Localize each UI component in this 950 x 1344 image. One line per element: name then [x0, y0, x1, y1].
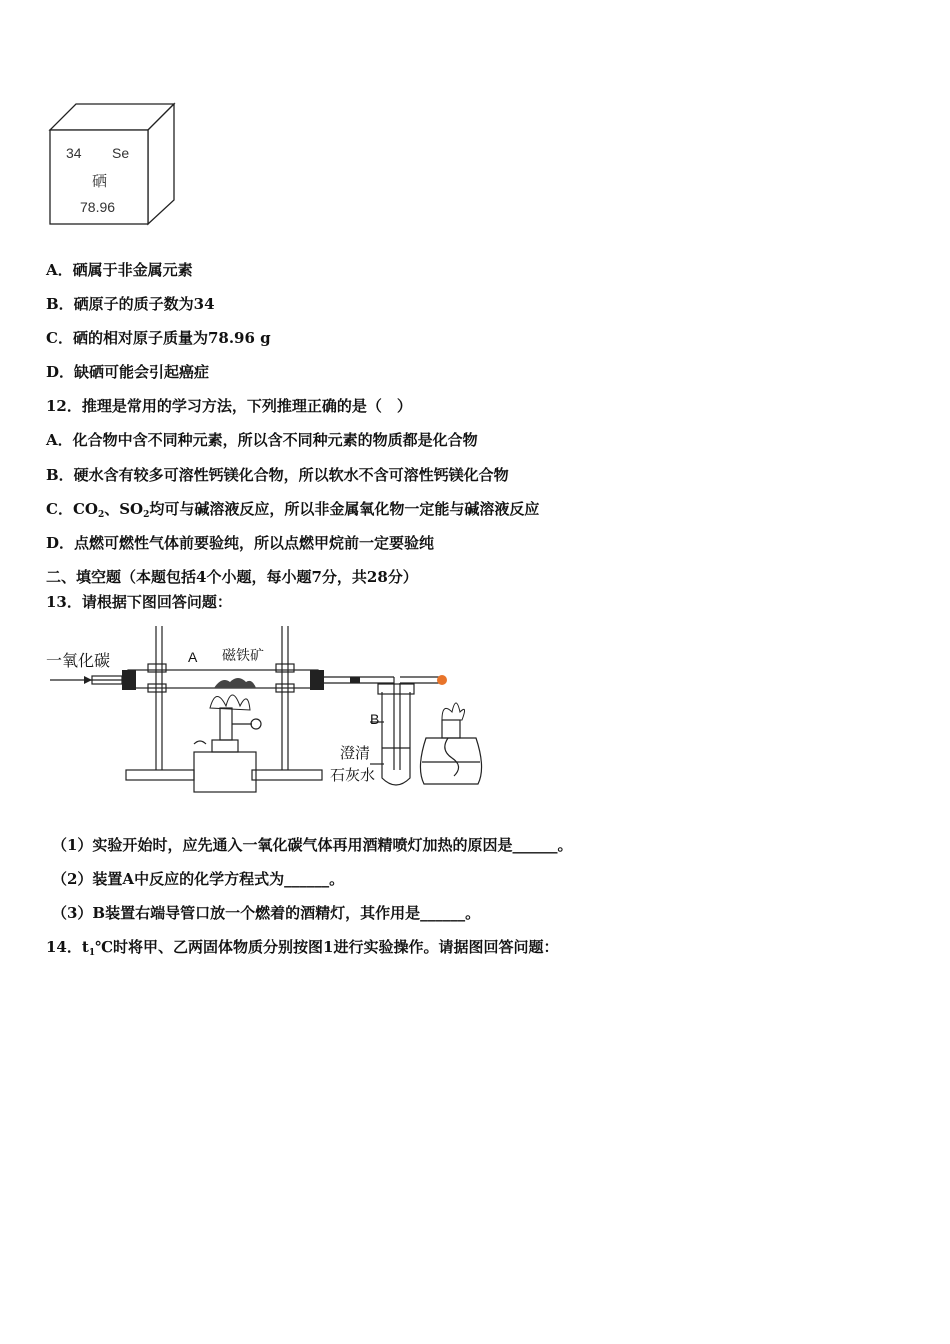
- section-heading: 二、填空题（本题包括4个小题，每小题7分，共28分）: [46, 568, 418, 586]
- q13-stem: 13．请根据下图回答问题：: [46, 593, 232, 611]
- selenium-element-card: [46, 100, 178, 230]
- co-reduction-apparatus-figure: [44, 620, 484, 800]
- q12-option-d: D．点燃可燃性气体前要验纯，所以点燃甲烷前一定要验纯: [46, 534, 435, 552]
- label-limewater-line2: 石灰水: [330, 766, 376, 784]
- atomic-number: 34: [66, 145, 82, 161]
- q11-option-d: D．缺硒可能会引起癌症: [46, 363, 210, 381]
- q13-sub-1: （1）实验开始时，应先通入一氧化碳气体再用酒精喷灯加热的原因是______。: [52, 836, 573, 854]
- q11-option-c: C．硒的相对原子质量为78.96 g: [46, 329, 271, 347]
- label-limewater-line1: 澄清: [340, 744, 371, 762]
- label-b: B: [370, 711, 380, 727]
- q11-option-b: B．硒原子的质子数为34: [46, 295, 215, 313]
- q12-option-c: C．$CO_2$、$SO_2$均可与碱溶液反应，所以非金属氧化物一定能与碱溶液反应: [46, 500, 540, 520]
- element-symbol: Se: [112, 145, 130, 161]
- q12-stem: 12．推理是常用的学习方法，下列推理正确的是（ ）: [46, 397, 412, 415]
- q13-sub-2: （2）装置A中反应的化学方程式为______。: [52, 870, 345, 888]
- q12-option-b: B．硬水含有较多可溶性钙镁化合物，所以软水不含可溶性钙镁化合物: [46, 466, 509, 484]
- atomic-mass: 78.96: [80, 199, 116, 215]
- label-magnetite: 磁铁矿: [222, 648, 264, 664]
- q11-option-a: A．硒属于非金属元素: [46, 261, 193, 279]
- element-name: 硒: [92, 172, 108, 190]
- label-carbon-monoxide: 一氧化碳: [46, 651, 111, 670]
- q13-sub-3: （3）B装置右端导管口放一个燃着的酒精灯，其作用是______。: [52, 904, 481, 922]
- q14-stem: 14．$t_1℃$时将甲、乙两固体物质分别按图1进行实验操作。请据图回答问题：: [46, 938, 559, 958]
- label-a: A: [188, 649, 198, 665]
- q12-option-a: A．化合物中含不同种元素，所以含不同种元素的物质都是化合物: [46, 431, 478, 449]
